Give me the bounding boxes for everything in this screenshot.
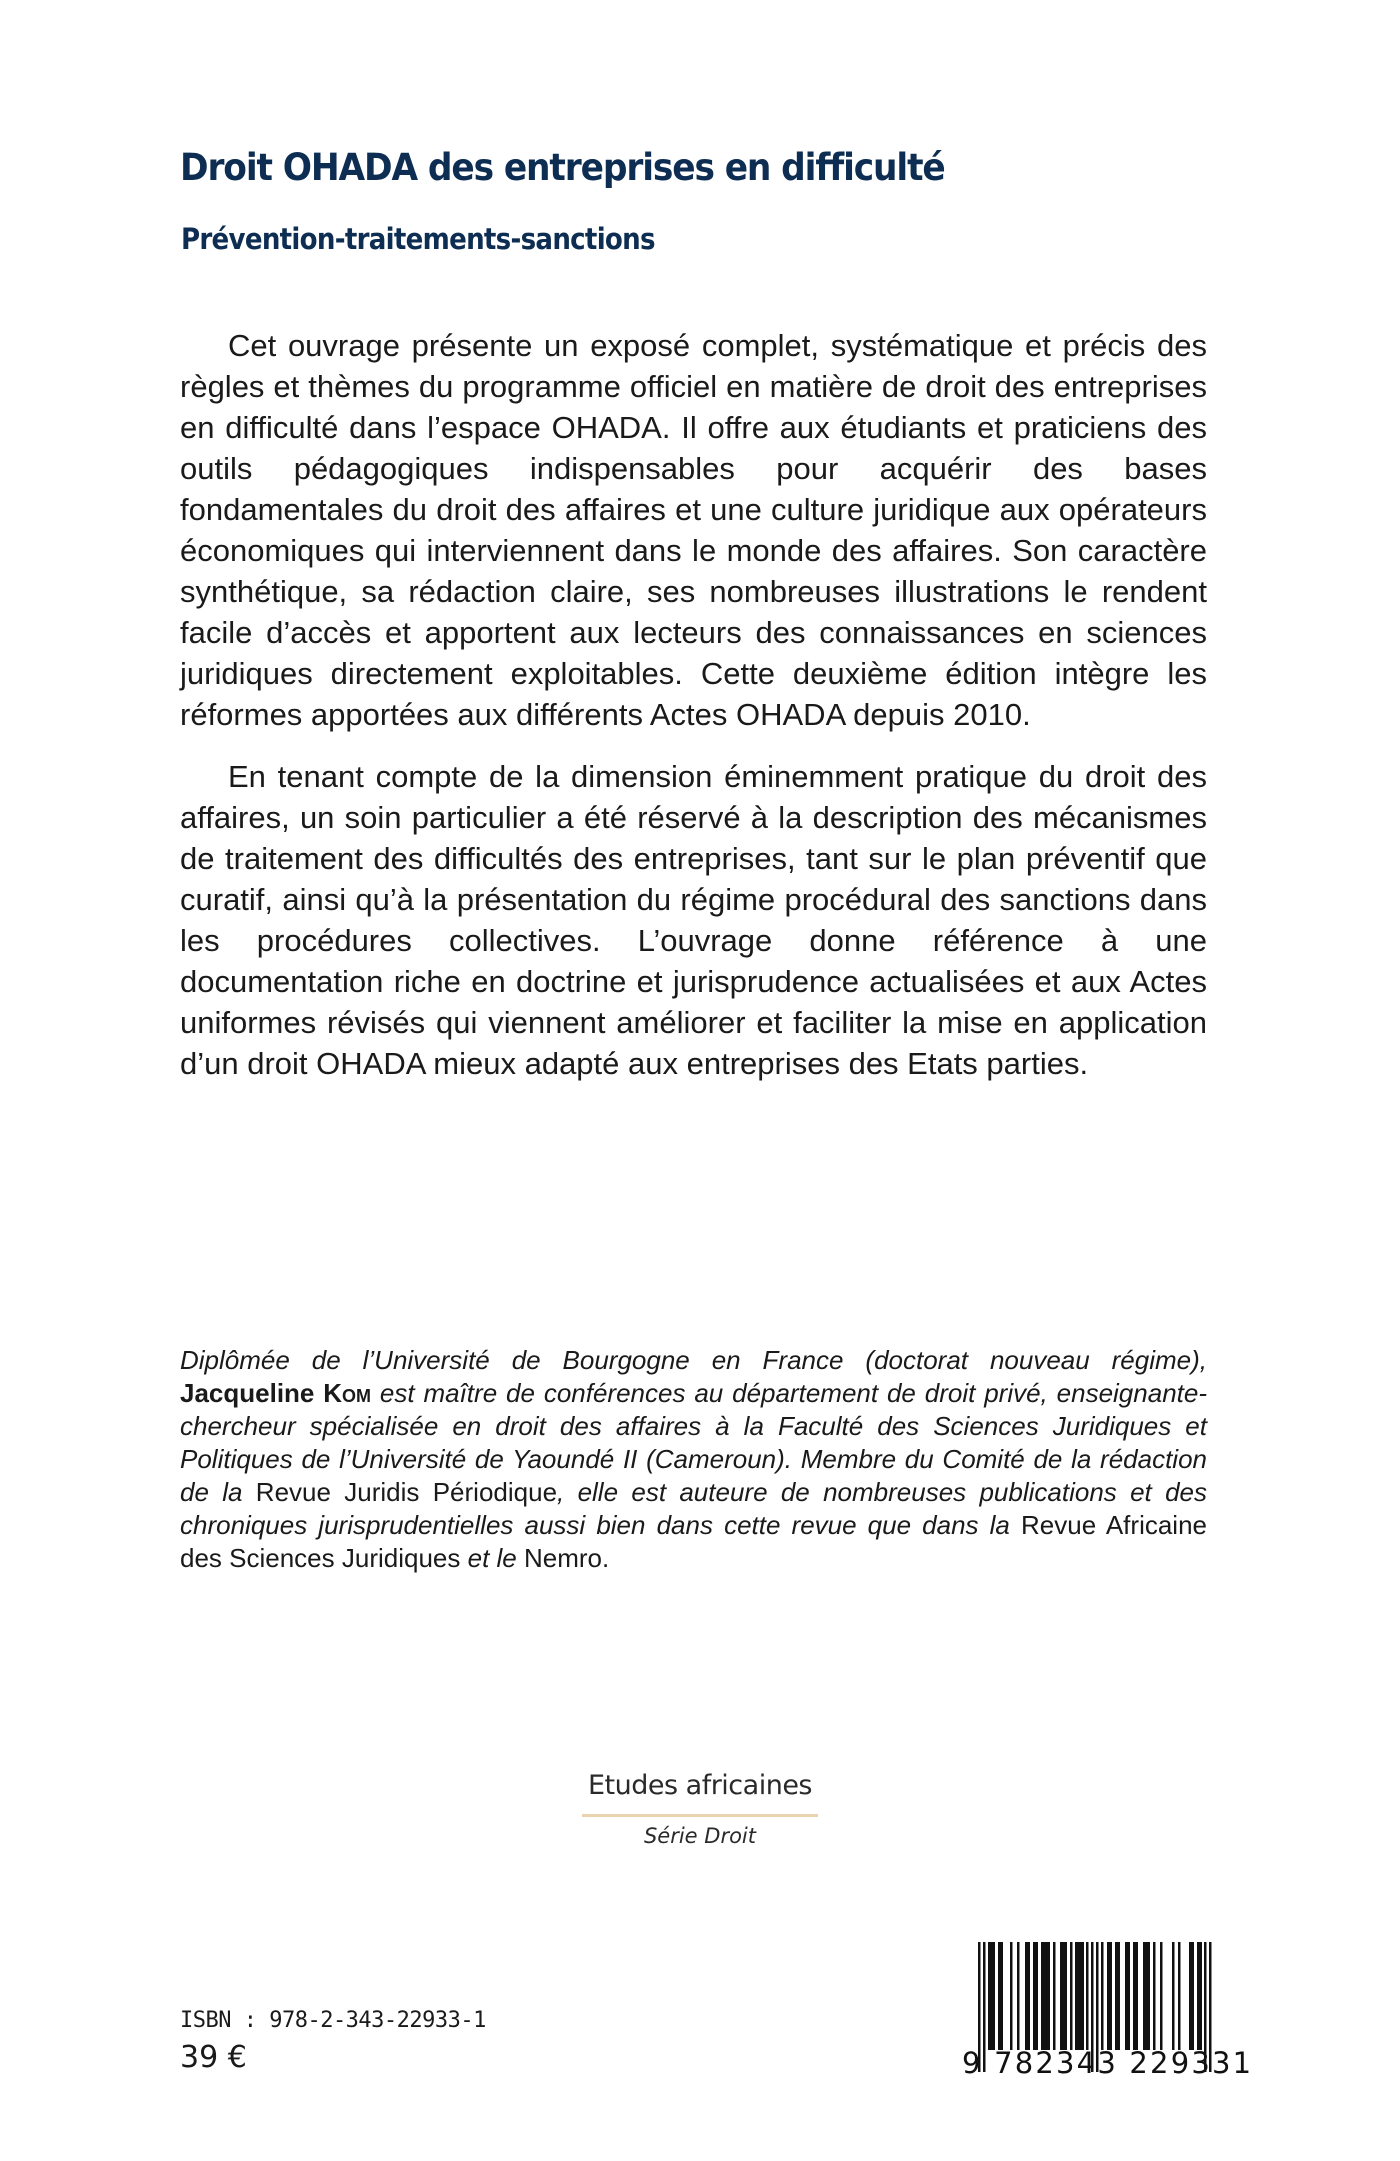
bio-text: . <box>602 1543 610 1573</box>
series-divider <box>582 1814 818 1817</box>
author-last-name: Kom <box>323 1378 372 1408</box>
summary-paragraph: Cet ouvrage présente un exposé complet, systématique et précis des règles et thèmes du programme officiel en matière de droit des entreprises en difficulté dans l’espace OHADA. Il offre aux étudiants et praticiens des outils pédagogiques indispensables pour acquérir des bases fondamentales du droit des affaires et une culture juridique aux opérateurs économiques qui interviennent dans le monde des affaires. Son caractère synthétique, sa rédaction claire, ses nombreuses illustrations le rendent facile d’accès et apportent aux lecteurs des connaissances en sciences juridiques directement exploitables. Cette deuxième édition intègre les réformes apportées aux différents Actes OHADA depuis 2010. <box>180 328 1207 732</box>
isbn: ISBN : 978-2-343-22933-1 <box>180 2008 486 2033</box>
author-bio <box>180 1344 1207 1575</box>
journal-name: Nemro <box>523 1543 602 1573</box>
summary-text <box>180 325 1207 1105</box>
series-subtitle: Série Droit <box>643 1824 757 1848</box>
journal-name: Revue Africaine des Sciences Juridiques <box>180 1510 1208 1573</box>
journal-name: Revue Juridis Périodique <box>255 1477 558 1507</box>
author-first-name: Jacqueline <box>180 1378 324 1408</box>
price: 39 € <box>180 2040 247 2075</box>
book-title: Droit OHADA des entreprises en difficulté <box>180 146 945 189</box>
bio-text: , elle est auteure de nombreuses publications et des chroniques jurisprudentielles aussi bien dans cette revue que dans la <box>180 1477 1208 1540</box>
author-name <box>180 1378 371 1408</box>
book-subtitle: Prévention-traitements-sanctions <box>181 222 655 256</box>
barcode-digits: 9 782343 229331 <box>962 2046 1254 2080</box>
series-logo <box>560 1770 840 1849</box>
summary-paragraph: En tenant compte de la dimension éminemment pratique du droit des affaires, un soin particulier a été réservé à la description des mécanismes de traitement des difficultés des entreprises, tant sur le plan préventif que curatif, ainsi qu’à la présentation du régime procédural des sanctions dans les procédures collectives. L’ouvrage donne référence à une documentation riche en doctrine et jurisprudence actualisées et aux Actes uniformes révisés qui viennent améliorer et faciliter la mise en application d’un droit OHADA mieux adapté aux entreprises des Etats parties. <box>180 759 1207 1081</box>
bio-text: Diplômée de l’Université de Bourgogne en France (doctorat nouveau régime), <box>180 1345 1207 1375</box>
bio-text: et le <box>460 1543 524 1573</box>
bio-text: est maître de conférences au département de droit privé, enseignante-chercheur spécialisée en droit des affaires à la Faculté des Sciences Juridiques et Politiques de l’Université de Yaoundé II (Cameroun). Membre du Comité de la rédaction de la <box>180 1378 1207 1507</box>
series-name: Etudes africaines <box>588 1770 812 1801</box>
